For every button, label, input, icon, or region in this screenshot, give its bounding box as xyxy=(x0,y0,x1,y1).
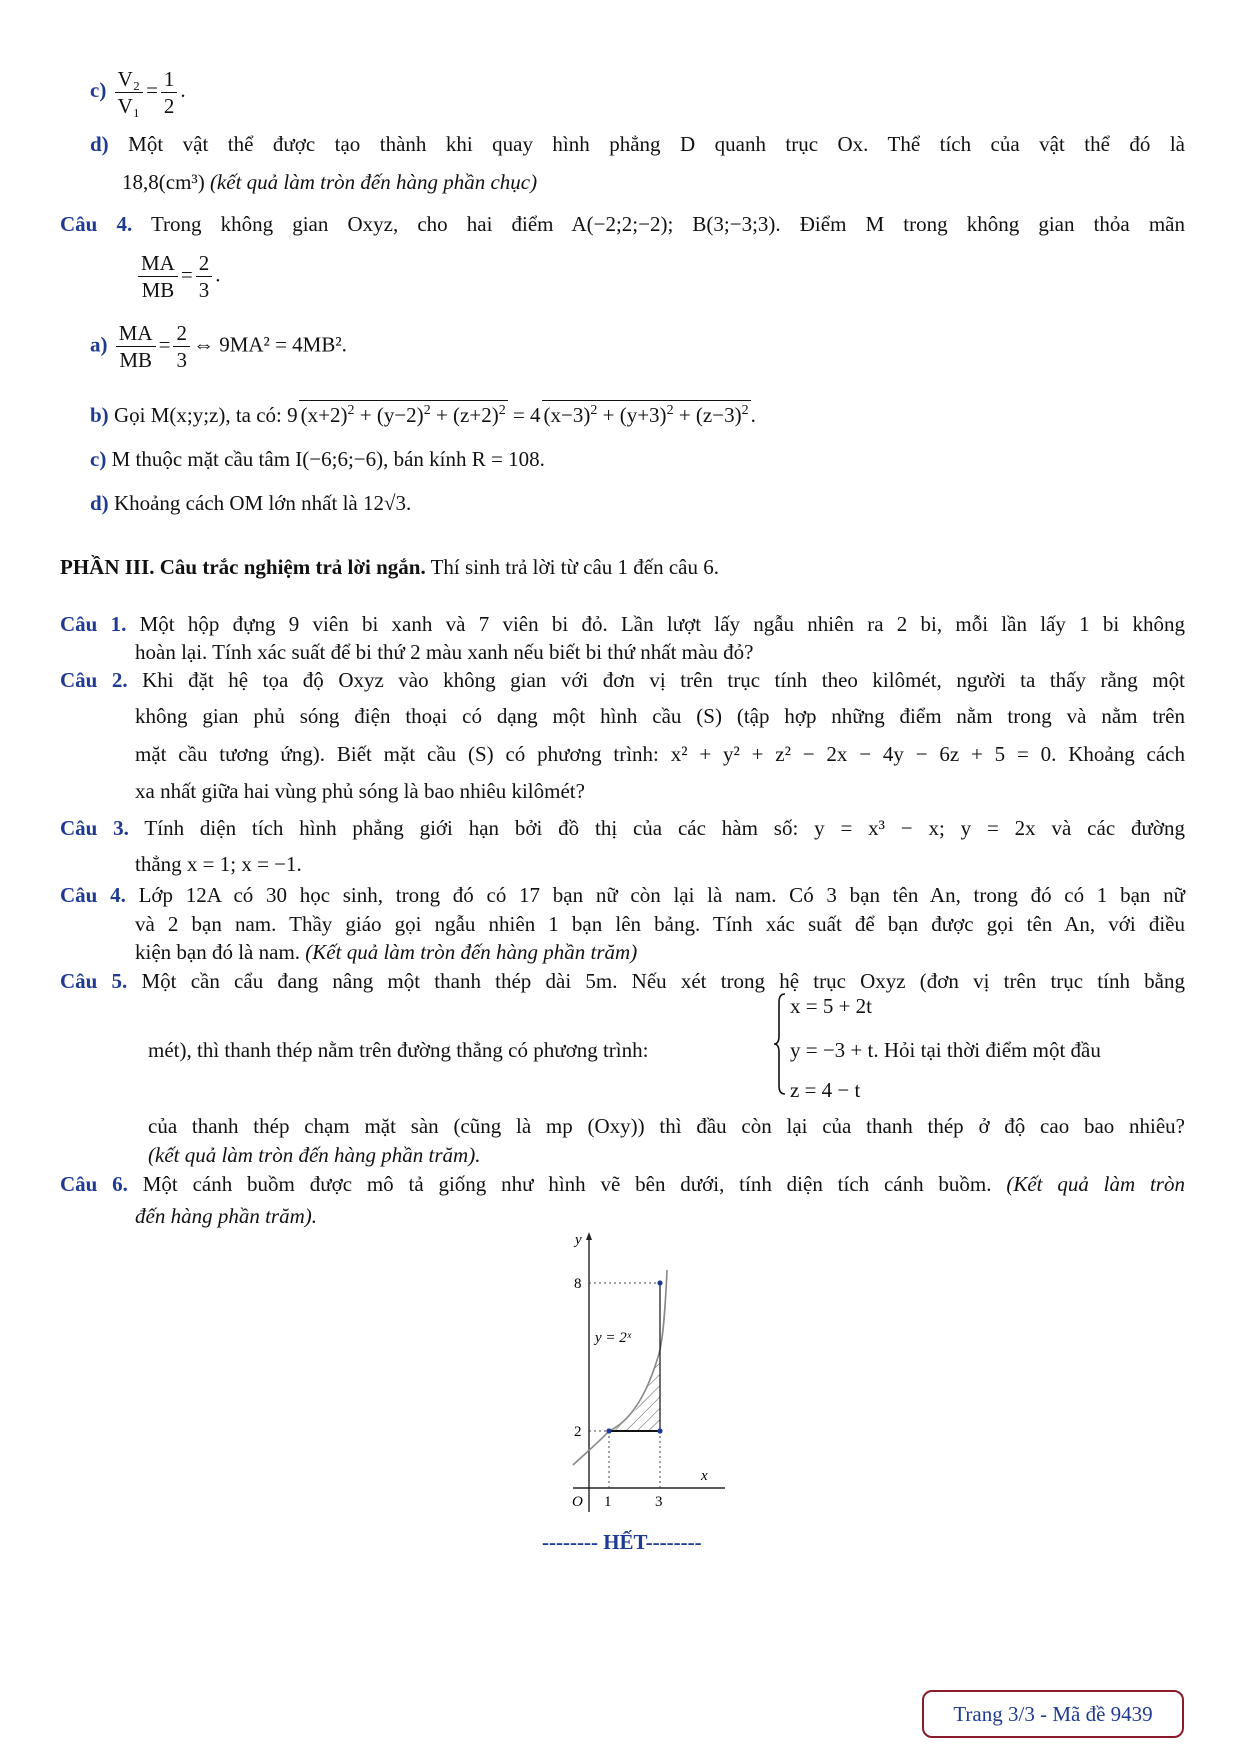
question-4-part3: Câu 4. Lớp 12A có 30 học sinh, trong đó có 17 bạn nữ còn lại là nam. Có 3 bạn tên An, trong đó có 1 bạn nữ xyxy=(60,883,1186,907)
top-item-c: c) $\frac{\text{V₂}}{\text{V₁}}$ = $\frac{1}{2}$ . xyxy=(90,66,186,118)
question-4-d: d) Khoảng cách OM lớn nhất là 12√3. xyxy=(90,491,412,515)
question-5-cont: mét), thì thanh thép nằm trên đường thẳng có phương trình: xyxy=(148,1038,649,1062)
item-label: c) xyxy=(90,78,107,102)
question-4-stem: Câu 4. Trong không gian Oxyz, cho hai điểm A(−2;2;−2); B(3;−3;3). Điểm M trong không gian thỏa mãn xyxy=(60,212,1185,236)
exponential-curve xyxy=(573,1270,667,1465)
curve-label: y = 2ˣ xyxy=(595,1330,632,1346)
system-eq-1: x = 5 + 2t xyxy=(790,994,873,1018)
question-4-c: c) M thuộc mặt cầu tâm I(−6;6;−6), bán kính R = 108. xyxy=(90,447,545,471)
question-6: Câu 6. Một cánh buồm được mô tả giống như hình vẽ bên dưới, tính diện tích cánh buồm. (Kết quả làm tròn xyxy=(60,1172,1185,1196)
question-5-cont-2: của thanh thép chạm mặt sàn (cũng là mp (Oxy)) thì đầu còn lại của thanh thép ở độ cao bao nhiêu? xyxy=(148,1114,1185,1138)
system-eq-2: y = −3 + t. Hỏi tại thời điểm một đầu xyxy=(790,1038,1101,1062)
question-3: Câu 3. Tính diện tích hình phẳng giới hạn bởi đồ thị của các hàm số: y = x³ − x; y = 2x và các đường xyxy=(60,816,1185,840)
question-4-ratio: $\frac{MA}{MB}$ = $\frac{2}{3}$ . xyxy=(135,250,220,303)
y-axis-arrow-icon xyxy=(586,1232,592,1240)
system-eq-3: z = 4 − t xyxy=(790,1078,861,1102)
question-4-b: b) Gọi M(x;y;z), ta có: 9 $(x+2)^2 + (y-2)^2 + (z+2)^2 = 4$ $(x-3)^2 + (y+3)^2 + (z-3)^2$. xyxy=(90,400,756,429)
point-3-2 xyxy=(657,1428,662,1433)
question-1: Câu 1. Một hộp đựng 9 viên bi xanh và 7 viên bi đỏ. Lần lượt lấy ngẫu nhiên ra 2 bi, mỗi lần lấy 1 bi không xyxy=(60,612,1185,636)
fraction: $\frac{1}{2}$ xyxy=(161,66,178,119)
tick-y8: 8 xyxy=(574,1276,582,1292)
sail-figure xyxy=(555,1230,735,1525)
shaded-sail-region xyxy=(609,1350,660,1431)
end-mark: -------- HẾT-------- xyxy=(542,1530,702,1554)
question-4-part3-cont-2: kiện bạn đó là nam. (Kết quả làm tròn đến hàng phần trăm) xyxy=(135,940,638,964)
question-3-cont: thẳng x = 1; x = −1. xyxy=(135,852,302,876)
tick-x3: 3 xyxy=(655,1494,663,1510)
page-footer xyxy=(922,1690,1184,1738)
question-2: Câu 2. Khi đặt hệ tọa độ Oxyz vào không gian với đơn vị trên trục tính theo kilômét, người ta thấy rằng một xyxy=(60,668,1185,692)
question-2-cont-1: không gian phủ sóng điện thoại có dạng một hình cầu (S) (tập hợp những điểm nằm trong và nằm trên xyxy=(135,704,1185,728)
point-3-8 xyxy=(657,1280,662,1285)
system-brace xyxy=(773,992,787,1096)
question-2-cont-2: mặt cầu tương ứng). Biết mặt cầu (S) có phương trình: x² + y² + z² − 2x − 4y − 6z + 5 = 0. Khoảng cách xyxy=(135,742,1185,766)
question-2-cont-3: xa nhất giữa hai vùng phủ sóng là bao nhiêu kilômét? xyxy=(135,779,585,803)
top-item-d: d) Một vật thể được tạo thành khi quay hình phẳng D quanh trục Ox. Thể tích của vật thể đó là xyxy=(90,132,1186,156)
x-axis-label: x xyxy=(701,1468,708,1484)
footer-text: Trang 3/3 - Mã đề 9439 xyxy=(953,1701,1153,1726)
question-1-cont: hoàn lại. Tính xác suất để bi thứ 2 màu xanh nếu biết bi thứ nhất màu đỏ? xyxy=(135,640,754,664)
fraction: $\frac{\text{V₂}}{\text{V₁}}$ xyxy=(115,66,144,119)
origin-label: O xyxy=(572,1494,583,1510)
question-6-cont: đến hàng phần trăm). xyxy=(135,1204,317,1228)
tick-y2: 2 xyxy=(574,1424,582,1440)
y-axis-label: y xyxy=(575,1232,582,1248)
question-5: Câu 5. Một cần cẩu đang nâng một thanh thép dài 5m. Nếu xét trong hệ trục Oxyz (đơn vị trên trục tính bằng xyxy=(60,969,1185,993)
top-item-d-cont: 18,8(cm³) (kết quả làm tròn đến hàng phần chục) xyxy=(122,170,538,194)
question-4-part3-cont: và 2 bạn nam. Thầy giáo gọi ngẫu nhiên 1 bạn lên bảng. Tính xác suất để bạn được gọi tên An, với điều xyxy=(135,912,1185,936)
tick-x1: 1 xyxy=(604,1494,612,1510)
point-1-2 xyxy=(606,1428,611,1433)
question-5-cont-3: (kết quả làm tròn đến hàng phần trăm). xyxy=(148,1143,481,1167)
part-3-heading: PHẦN III. Câu trắc nghiệm trả lời ngắn. Thí sinh trả lời từ câu 1 đến câu 6. xyxy=(60,555,720,579)
question-4-a: a) $\frac{MA}{MB}$ = $\frac{2}{3}$ ⇔ 9MA² = 4MB². xyxy=(90,321,347,372)
